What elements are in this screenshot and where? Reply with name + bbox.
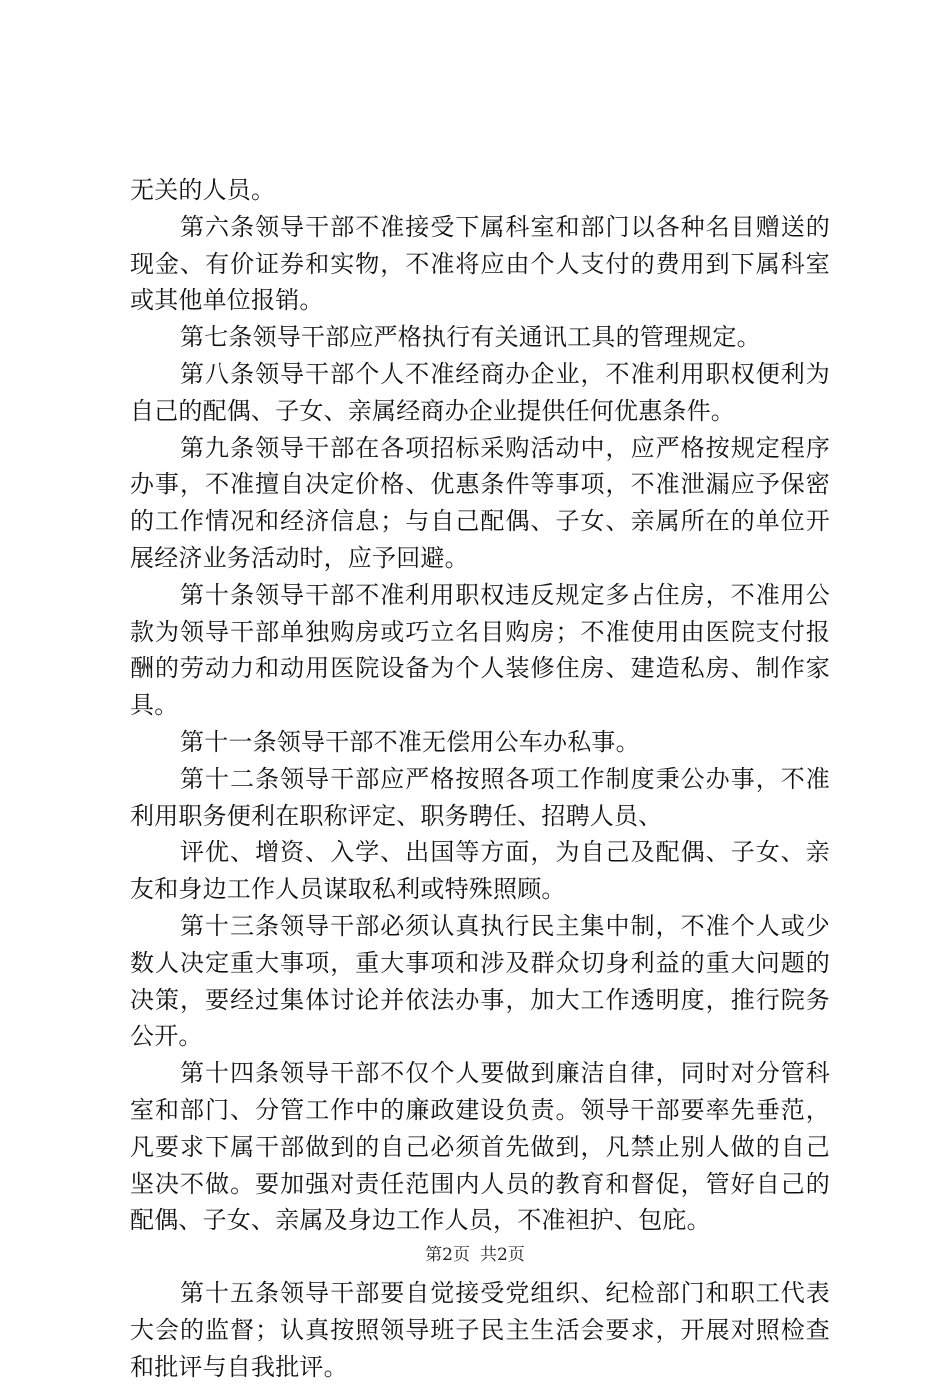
paragraph-article-12: 第十二条领导干部应严格按照各项工作制度秉公办事，不准利用职务便利在职称评定、职务聘任、招聘人员、 (130, 764, 830, 830)
paragraph-article-15: 第十五条领导干部要自觉接受党组织、纪检部门和职工代表大会的监督；认真按照领导班子民主生活会要求，开展对照检查和批评与自我批评。 (130, 1279, 830, 1381)
paragraph-article-9: 第九条领导干部在各项招标采购活动中，应严格按规定程序办事，不准擅自决定价格、优惠条件等事项，不准泄漏应予保密的工作情况和经济信息；与自己配偶、子女、亲属所在的单位开展经济业务活动时，应予回避。 (130, 433, 830, 572)
paragraph-article-7: 第七条领导干部应严格执行有关通讯工具的管理规定。 (180, 323, 761, 352)
paragraph-article-10: 第十条领导干部不准利用职权违反规定多占住房，不准用公款为领导干部单独购房或巧立名目购房；不准使用由医院支付报酬的劳动力和动用医院设备为个人装修住房、建造私房、制作家具。 (130, 580, 830, 720)
paragraph-article-12-continued: 评优、增资、入学、出国等方面，为自己及配偶、子女、亲友和身边工作人员谋取私利或特殊照顾。 (130, 838, 830, 904)
paragraph-article-14: 第十四条领导干部不仅个人要做到廉洁自律，同时对分管科室和部门、分管工作中的廉政建设负责。领导干部要率先垂范，凡要求下属干部做到的自己必须首先做到，凡禁止别人做的自己坚决不做。要加强对责任范围内人员的教育和督促，管好自己的配偶、子女、亲属及身边工作人员，不准袒护、包庇。 (130, 1059, 830, 1235)
page-total: 共2页 (480, 1245, 525, 1265)
paragraph-continuation: 无关的人员。 (130, 176, 276, 204)
paragraph-article-11: 第十一条领导干部不准无偿用公车办私事。 (180, 727, 640, 756)
page-number: 第2页 (425, 1245, 470, 1265)
page-footer (0, 1244, 950, 1266)
document-body (130, 172, 830, 1386)
paragraph-article-6: 第六条领导干部不准接受下属科室和部门以各种名目赠送的现金、有价证券和实物，不准将应由个人支付的费用到下属科室或其他单位报销。 (130, 212, 830, 315)
paragraph-article-13: 第十三条领导干部必须认真执行民主集中制，不准个人或少数人决定重大事项，重大事项和涉及群众切身利益的重大问题的决策，要经过集体讨论并依法办事，加大工作透明度，推行院务公开。 (130, 911, 830, 1051)
paragraph-article-8: 第八条领导干部个人不准经商办企业，不准利用职权便利为自己的配偶、子女、亲属经商办企业提供任何优惠条件。 (130, 359, 830, 425)
